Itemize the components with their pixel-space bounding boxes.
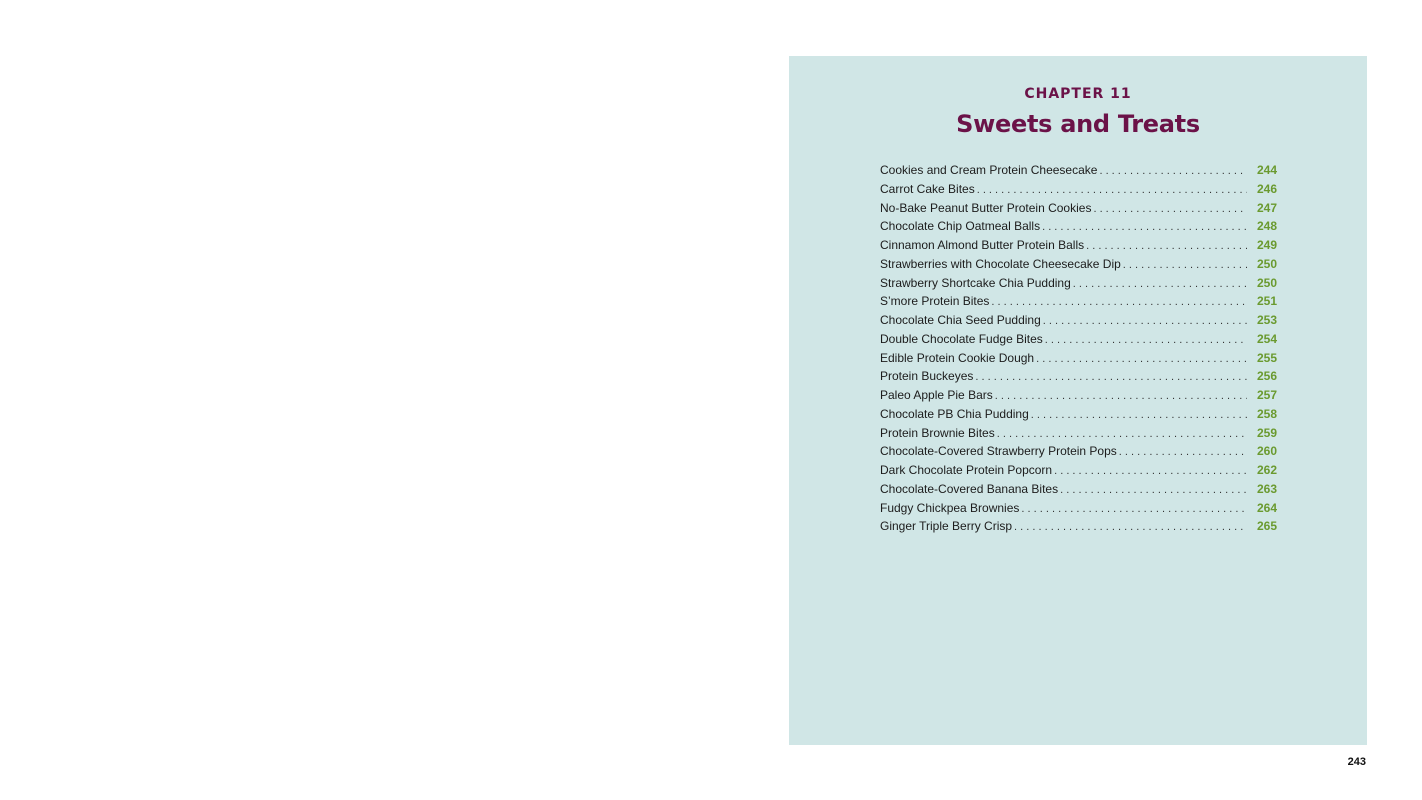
dot-leader	[1036, 353, 1247, 365]
toc-entry	[880, 407, 1277, 426]
recipe-title: Carrot Cake Bites	[880, 181, 975, 196]
recipe-title: Edible Protein Cookie Dough	[880, 350, 1035, 365]
dot-leader	[975, 371, 1247, 383]
chapter-toc-panel	[789, 56, 1367, 745]
toc-entry	[880, 351, 1277, 370]
recipe-page-number: 250	[1256, 275, 1277, 290]
recipe-title: Ginger Triple Berry Crisp	[880, 519, 1013, 534]
toc-entry	[880, 238, 1277, 257]
dot-leader	[995, 390, 1247, 402]
dot-leader	[1073, 278, 1247, 290]
dot-leader	[1043, 315, 1247, 327]
dot-leader	[977, 184, 1247, 196]
toc-entry	[880, 182, 1277, 201]
recipe-page-number: 246	[1256, 181, 1277, 196]
dot-leader	[1014, 521, 1247, 533]
toc-entry	[880, 332, 1277, 351]
recipe-title: Strawberry Shortcake Chia Pudding	[880, 275, 1071, 290]
dot-leader	[1060, 484, 1247, 496]
recipe-page-number: 248	[1256, 219, 1277, 234]
recipe-title: Protein Brownie Bites	[880, 425, 995, 440]
recipe-page-number: 250	[1256, 256, 1277, 271]
toc-entry	[880, 388, 1277, 407]
recipe-page-number: 260	[1256, 444, 1277, 459]
recipe-page-number: 247	[1256, 200, 1277, 215]
dot-leader	[1099, 165, 1247, 177]
recipe-title: Fudgy Chickpea Brownies	[880, 500, 1020, 515]
recipe-page-number: 255	[1256, 350, 1277, 365]
recipe-page-number: 262	[1256, 463, 1277, 477]
recipe-title: Chocolate-Covered Banana Bites	[880, 481, 1059, 496]
recipe-title: Chocolate-Covered Strawberry Protein Pops	[880, 444, 1117, 459]
dot-leader	[1093, 203, 1247, 215]
dot-leader	[1054, 465, 1247, 477]
recipe-title: Chocolate Chip Oatmeal Balls	[880, 219, 1041, 234]
toc-entry	[880, 276, 1277, 295]
recipe-page-number: 257	[1256, 388, 1277, 402]
recipe-title: Protein Buckeyes	[880, 369, 974, 384]
recipe-title: S’more Protein Bites	[880, 294, 990, 309]
recipe-page-number: 251	[1256, 294, 1277, 309]
dot-leader	[1119, 446, 1247, 458]
recipe-page-number: 254	[1256, 331, 1277, 346]
dot-leader	[1021, 503, 1247, 515]
dot-leader	[1045, 334, 1247, 346]
recipe-title: Strawberries with Chocolate Cheesecake Dip	[880, 256, 1121, 271]
toc-entry	[880, 519, 1277, 538]
toc-entry	[880, 163, 1277, 182]
dot-leader	[991, 296, 1247, 308]
recipe-title: No-Bake Peanut Butter Protein Cookies	[880, 200, 1092, 215]
toc-entry	[880, 369, 1277, 388]
recipe-title: Cinnamon Almond Butter Protein Balls	[880, 238, 1085, 252]
toc-entry	[880, 463, 1277, 482]
toc-entry	[880, 426, 1277, 445]
recipe-page-number: 264	[1256, 500, 1277, 515]
recipe-title: Dark Chocolate Protein Popcorn	[880, 463, 1053, 477]
recipe-title: Paleo Apple Pie Bars	[880, 388, 993, 402]
chapter-title: Sweets and Treats	[956, 110, 1200, 138]
recipe-page-number: 249	[1256, 238, 1277, 252]
toc-entry	[880, 219, 1277, 238]
dot-leader	[1123, 259, 1247, 271]
recipe-page-number: 244	[1256, 163, 1277, 177]
recipe-page-number: 263	[1256, 481, 1277, 496]
dot-leader	[1042, 221, 1247, 233]
recipe-page-number: 265	[1256, 519, 1277, 534]
chapter-label: CHAPTER 11	[1024, 86, 1132, 102]
recipe-title: Double Chocolate Fudge Bites	[880, 331, 1043, 346]
dot-leader	[1086, 240, 1247, 252]
toc-entry	[880, 313, 1277, 332]
recipe-title: Chocolate PB Chia Pudding	[880, 406, 1029, 421]
toc-entry	[880, 482, 1277, 501]
recipe-page-number: 259	[1256, 425, 1277, 440]
toc-entry	[880, 294, 1277, 313]
recipe-title: Cookies and Cream Protein Cheesecake	[880, 163, 1098, 177]
toc-entry	[880, 444, 1277, 463]
recipe-title: Chocolate Chia Seed Pudding	[880, 313, 1041, 327]
toc-entry	[880, 201, 1277, 220]
dot-leader	[997, 428, 1247, 440]
dot-leader	[1031, 409, 1247, 421]
recipe-page-number: 258	[1256, 406, 1277, 421]
recipe-page-number: 253	[1256, 313, 1277, 327]
recipe-contents-list	[880, 163, 1277, 538]
recipe-page-number: 256	[1256, 369, 1277, 384]
toc-entry	[880, 257, 1277, 276]
page-number: 243	[1347, 756, 1366, 768]
toc-entry	[880, 501, 1277, 520]
